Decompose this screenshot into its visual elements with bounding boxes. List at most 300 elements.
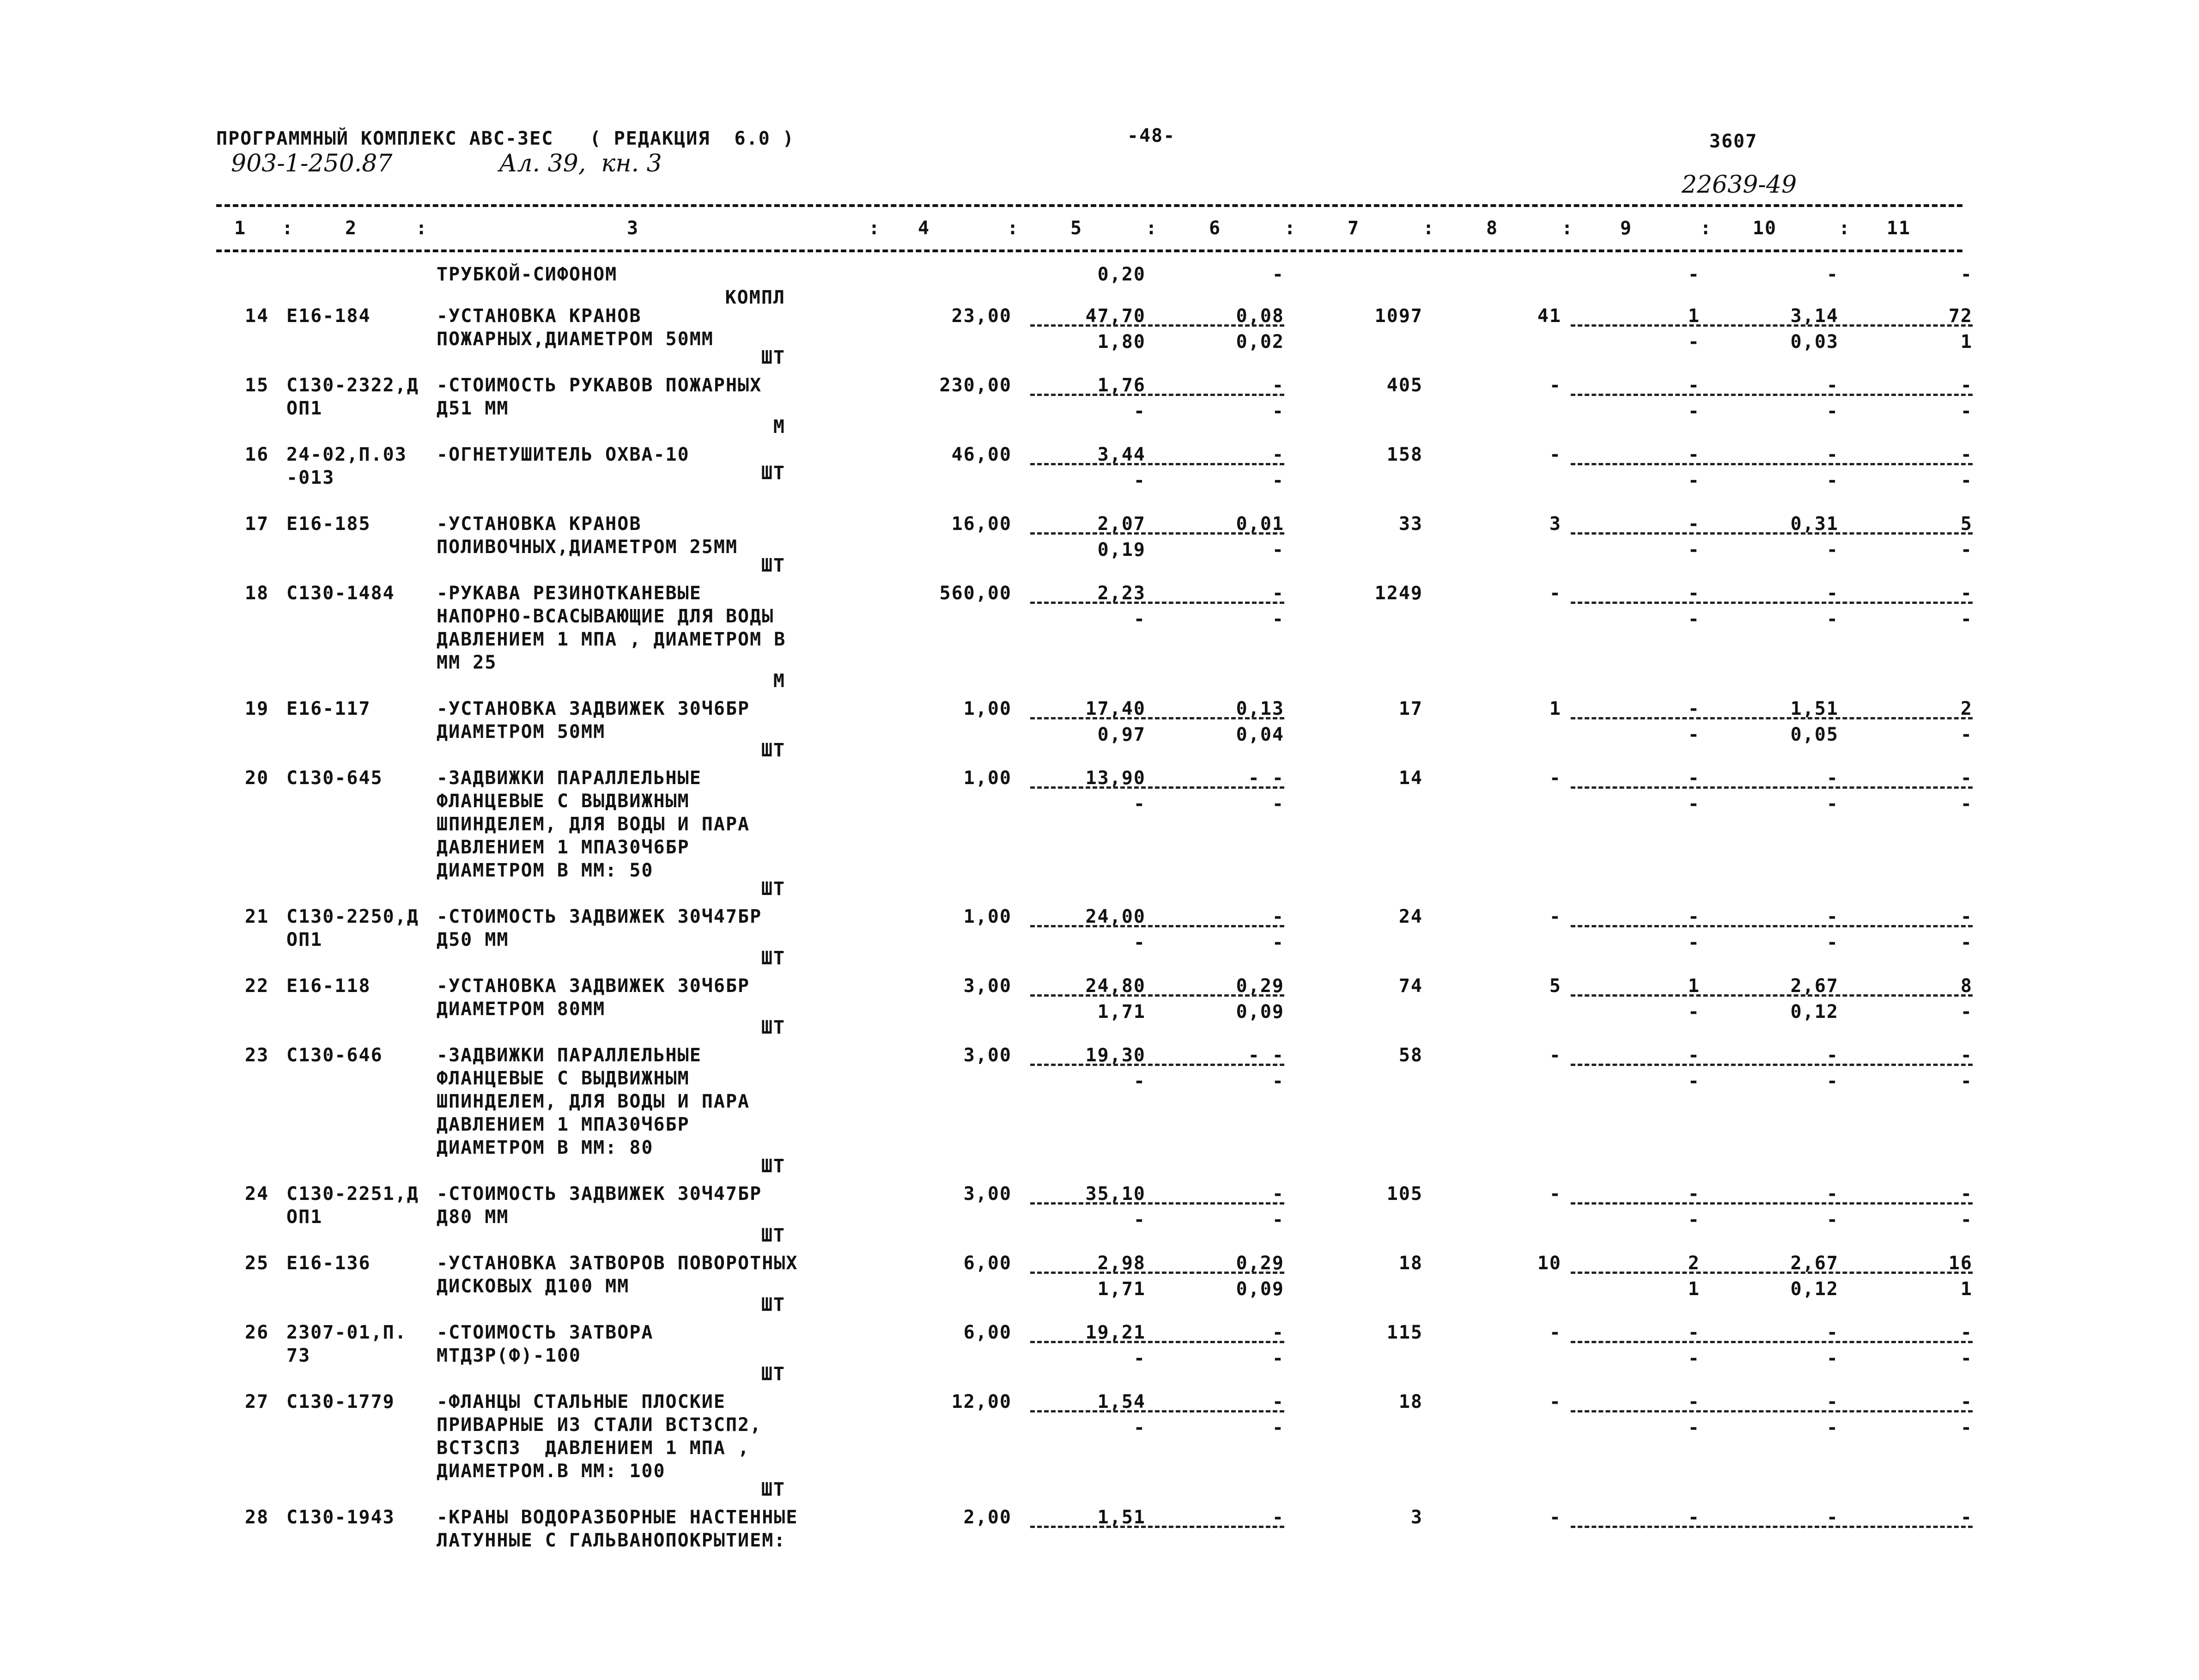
cell-c6: - [1272, 1183, 1284, 1205]
work-description-line: -СТОИМОСТЬ РУКАВОВ ПОЖАРНЫХ [437, 375, 762, 396]
cell-c7: 14 [1398, 767, 1423, 789]
column-separator: : [1423, 218, 1435, 239]
cell-c9: 1 [1688, 975, 1700, 997]
cell-c5-secondary: 1,71 [1097, 1278, 1146, 1300]
page-number: -48- [1127, 125, 1176, 146]
column-separator: : [1839, 218, 1851, 239]
work-description-line: ФЛАНЦЕВЫЕ С ВЫДВИЖНЫМ [437, 791, 690, 812]
column-separator: : [1146, 218, 1158, 239]
handwritten-project-ref: 903-1-250.87 [231, 150, 393, 177]
cell-c9: - [1688, 583, 1700, 604]
program-title: ПРОГРАММНЫЙ КОМПЛЕКС АВС-3ЕС ( РЕДАКЦИЯ 6.0 ) [216, 128, 795, 149]
cell-c5: 1,76 [1097, 375, 1146, 396]
work-description-line: ДАВЛЕНИЕМ 1 МПА , ДИАМЕТРОМ В [437, 629, 786, 650]
cell-c11: - [1960, 583, 1973, 604]
cell-c11-secondary: - [1960, 401, 1973, 422]
cell-c5: 2,98 [1097, 1253, 1146, 1274]
work-description-line: -СТОИМОСТЬ ЗАДВИЖЕК 30Ч47БР [437, 906, 762, 927]
work-description-line: -ЗАДВИЖКИ ПАРАЛЛЕЛЬНЫЕ [437, 1045, 702, 1066]
cell-c10-secondary: 0,05 [1790, 724, 1839, 745]
cell-c11: - [1960, 1183, 1973, 1205]
cell-c6-secondary: - [1272, 932, 1284, 953]
handwritten-inventory-number: 22639-49 [1682, 171, 1797, 199]
cell-c9-secondary: - [1688, 1417, 1700, 1438]
unit-of-measure: М [773, 670, 785, 692]
cell-c5: 19,21 [1085, 1322, 1146, 1343]
subtotal-dash-line [1571, 1064, 1973, 1066]
subtotal-dash-line [1571, 324, 1973, 327]
cell-c11-secondary: - [1960, 609, 1973, 630]
cell-c5-secondary: 0,19 [1097, 539, 1146, 560]
cell-c11: 8 [1960, 975, 1973, 997]
work-description-line: ДИАМЕТРОМ В ММ: 80 [437, 1137, 654, 1158]
cell-c5: 47,70 [1085, 305, 1146, 327]
cell-c5-secondary: 1,71 [1097, 1001, 1146, 1023]
cell-c9: - [1688, 1391, 1700, 1412]
cell-c4: 2,00 [963, 1507, 1012, 1528]
cell-c7: 1249 [1374, 583, 1423, 604]
cell-c7: 33 [1398, 513, 1423, 535]
cell-c8: 10 [1537, 1253, 1561, 1274]
cell-c11-secondary: - [1960, 1417, 1973, 1438]
cell-c4: 1,00 [963, 906, 1012, 927]
cell-c6: 0,29 [1236, 1253, 1284, 1274]
work-description-line: ДИАМЕТРОМ В ММ: 50 [437, 860, 654, 881]
work-description-line: ЛАТУННЫЕ С ГАЛЬВАНОПОКРЫТИЕМ: [437, 1530, 786, 1551]
subtotal-dash-line [1571, 1202, 1973, 1205]
rate-code: С130-1943 [286, 1507, 395, 1528]
row-number: 15 [245, 375, 269, 396]
cell-c9-secondary: - [1688, 539, 1700, 560]
cell-c9-secondary: - [1688, 1348, 1700, 1369]
cell-c4: 1,00 [963, 698, 1012, 719]
cell-c9-secondary: - [1688, 1209, 1700, 1230]
work-description-line: ДИСКОВЫХ Д100 ММ [437, 1276, 630, 1297]
work-description-line: ТРУБКОЙ-СИФОНОМ [437, 264, 618, 285]
document-code: 3607 [1709, 131, 1758, 152]
cell-c4: 46,00 [951, 444, 1012, 465]
work-description-line: -РУКАВА РЕЗИНОТКАНЕВЫЕ [437, 583, 702, 604]
work-description-line: НАПОРНО-ВСАСЫВАЮЩИЕ ДЛЯ ВОДЫ [437, 606, 774, 627]
cell-c11: 5 [1960, 513, 1973, 535]
work-description-line: ШПИНДЕЛЕМ, ДЛЯ ВОДЫ И ПАРА [437, 1091, 750, 1112]
cell-c10-secondary: - [1826, 470, 1839, 491]
cell-c5-secondary: - [1133, 401, 1146, 422]
cell-c6-secondary: 0,09 [1236, 1278, 1284, 1300]
rate-code: С130-645 [286, 767, 383, 789]
cell-c6-secondary: 0,09 [1236, 1001, 1284, 1023]
column-header-11: 11 [1886, 218, 1911, 239]
cell-c10: - [1826, 767, 1839, 789]
rate-code: С130-2250,Д [286, 906, 419, 927]
column-separator: : [1700, 218, 1713, 239]
subtotal-dash-line [1030, 994, 1284, 997]
rate-code: Е16-117 [286, 698, 371, 719]
cell-c9: - [1688, 513, 1700, 535]
cell-c11: - [1960, 906, 1973, 927]
cell-c4: 3,00 [963, 1183, 1012, 1205]
cell-c6: 0,01 [1236, 513, 1284, 535]
cell-c7: 58 [1398, 1045, 1423, 1066]
cell-c11: - [1960, 1045, 1973, 1066]
cell-c6: - [1272, 906, 1284, 927]
subtotal-dash-line [1571, 394, 1973, 396]
unit-of-measure: ШТ [761, 463, 785, 484]
work-description-line: ДИАМЕТРОМ 80ММ [437, 998, 606, 1020]
row-number: 28 [245, 1507, 269, 1528]
row-number: 23 [245, 1045, 269, 1066]
cell-c10-secondary: 0,12 [1790, 1001, 1839, 1023]
cell-c10: - [1826, 1045, 1839, 1066]
cell-c10: - [1826, 1391, 1839, 1412]
subtotal-dash-line [1030, 925, 1284, 927]
work-description-line: ДИАМЕТРОМ 50ММ [437, 721, 606, 743]
cell-c8: - [1549, 375, 1561, 396]
cell-c8: 1 [1549, 698, 1561, 719]
cell-c10-secondary: - [1826, 1417, 1839, 1438]
cell-c4: 230,00 [939, 375, 1012, 396]
row-number: 17 [245, 513, 269, 535]
subtotal-dash-line [1571, 1526, 1973, 1528]
row-number: 20 [245, 767, 269, 789]
cell-c11: 72 [1948, 305, 1973, 327]
cell-c8: - [1549, 583, 1561, 604]
cell-c11: - [1960, 444, 1973, 465]
subtotal-dash-line [1030, 324, 1284, 327]
cell-c6: 0,13 [1236, 698, 1284, 719]
row-number: 26 [245, 1322, 269, 1343]
cell-c5: 35,10 [1085, 1183, 1146, 1205]
cell-c11-secondary: - [1960, 1209, 1973, 1230]
cell-c10: - [1826, 264, 1839, 285]
cell-c10: - [1826, 1507, 1839, 1528]
cell-c4: 12,00 [951, 1391, 1012, 1412]
cell-c8: - [1549, 1183, 1561, 1205]
cell-c10: - [1826, 1322, 1839, 1343]
cell-c6-secondary: - [1272, 1071, 1284, 1092]
subtotal-dash-line [1571, 532, 1973, 535]
cell-c4: 3,00 [963, 975, 1012, 997]
cell-c5-secondary: 1,80 [1097, 331, 1146, 353]
work-description-line: -ФЛАНЦЫ СТАЛЬНЫЕ ПЛОСКИЕ [437, 1391, 726, 1412]
cell-c8: - [1549, 1322, 1561, 1343]
cell-c10: 3,14 [1790, 305, 1839, 327]
cell-c6: - [1272, 375, 1284, 396]
cell-c6: - [1272, 264, 1284, 285]
subtotal-dash-line [1571, 786, 1973, 789]
cell-c10: - [1826, 583, 1839, 604]
cell-c6-secondary: - [1272, 470, 1284, 491]
row-number: 22 [245, 975, 269, 997]
rate-code-continued: 73 [286, 1345, 311, 1366]
cell-c9: - [1688, 264, 1700, 285]
cell-c5: 13,90 [1085, 767, 1146, 789]
row-number: 19 [245, 698, 269, 719]
cell-c7: 3 [1410, 1507, 1423, 1528]
cell-c7: 1097 [1374, 305, 1423, 327]
cell-c5: 17,40 [1085, 698, 1146, 719]
work-description-line: ВСТ3СП3 ДАВЛЕНИЕМ 1 МПА , [437, 1437, 750, 1459]
cell-c9: - [1688, 698, 1700, 719]
cell-c6: 0,08 [1236, 305, 1284, 327]
work-description-line: Д80 ММ [437, 1206, 509, 1228]
cell-c9-secondary: - [1688, 1071, 1700, 1092]
cell-c8: 5 [1549, 975, 1561, 997]
cell-c9: 2 [1688, 1253, 1700, 1274]
handwritten-sheet-ref: Ал. 39, кн. 3 [499, 150, 662, 177]
work-description-line: ПОЖАРНЫХ,ДИАМЕТРОМ 50ММ [437, 329, 714, 350]
unit-of-measure: КОМПЛ [725, 287, 785, 308]
cell-c10-secondary: - [1826, 539, 1839, 560]
cell-c8: - [1549, 1391, 1561, 1412]
cell-c10-secondary: - [1826, 609, 1839, 630]
rate-code: Е16-118 [286, 975, 371, 997]
cell-c11: - [1960, 767, 1973, 789]
rate-code-continued: ОП1 [286, 929, 323, 950]
cell-c10: - [1826, 444, 1839, 465]
column-header-9: 9 [1620, 218, 1633, 239]
cell-c8: - [1549, 444, 1561, 465]
cell-c5-secondary: - [1133, 1417, 1146, 1438]
work-description-line: ФЛАНЦЕВЫЕ С ВЫДВИЖНЫМ [437, 1068, 690, 1089]
cell-c6-secondary: - [1272, 793, 1284, 815]
work-description-line: -УСТАНОВКА КРАНОВ [437, 305, 642, 327]
cell-c10: - [1826, 1183, 1839, 1205]
cell-c4: 23,00 [951, 305, 1012, 327]
column-separator: : [1561, 218, 1574, 239]
cell-c9-secondary: - [1688, 724, 1700, 745]
cell-c5: 2,07 [1097, 513, 1146, 535]
cell-c10: 2,67 [1790, 975, 1839, 997]
work-description-line: -УСТАНОВКА ЗАТВОРОВ ПОВОРОТНЫХ [437, 1253, 798, 1274]
cell-c10-secondary: 0,03 [1790, 331, 1839, 353]
rate-code: Е16-185 [286, 513, 371, 535]
unit-of-measure: ШТ [761, 878, 785, 900]
cell-c4: 1,00 [963, 767, 1012, 789]
cell-c5-secondary: - [1133, 470, 1146, 491]
work-description-line: -УСТАНОВКА ЗАДВИЖЕК 30Ч6БР [437, 975, 750, 997]
rate-code-continued: ОП1 [286, 1206, 323, 1228]
rate-code: Е16-136 [286, 1253, 371, 1274]
cell-c5-secondary: - [1133, 1071, 1146, 1092]
subtotal-dash-line [1571, 1341, 1973, 1343]
cell-c10: 0,31 [1790, 513, 1839, 535]
cell-c8: - [1549, 767, 1561, 789]
cell-c8: 3 [1549, 513, 1561, 535]
unit-of-measure: ШТ [761, 347, 785, 368]
unit-of-measure: ШТ [761, 1363, 785, 1385]
cell-c10-secondary: - [1826, 793, 1839, 815]
cell-c11: - [1960, 1507, 1973, 1528]
row-number: 21 [245, 906, 269, 927]
work-description-line: ШПИНДЕЛЕМ, ДЛЯ ВОДЫ И ПАРА [437, 814, 750, 835]
cell-c7: 18 [1398, 1391, 1423, 1412]
cell-c6: - [1272, 1322, 1284, 1343]
cell-c8: - [1549, 1507, 1561, 1528]
cell-c7: 405 [1386, 375, 1423, 396]
cell-c9: - [1688, 1045, 1700, 1066]
cell-c8: 41 [1537, 305, 1561, 327]
unit-of-measure: ШТ [761, 1294, 785, 1315]
column-header-1: 1 [234, 218, 247, 239]
work-description-line: -КРАНЫ ВОДОРАЗБОРНЫЕ НАСТЕННЫЕ [437, 1507, 798, 1528]
cell-c5: 0,20 [1097, 264, 1146, 285]
cell-c11-secondary: - [1960, 793, 1973, 815]
cell-c11: - [1960, 375, 1973, 396]
work-description-line: -СТОИМОСТЬ ЗАТВОРА [437, 1322, 654, 1343]
cell-c7: 74 [1398, 975, 1423, 997]
subtotal-dash-line [1571, 602, 1973, 604]
subtotal-dash-line [1571, 1410, 1973, 1412]
cell-c9: - [1688, 1507, 1700, 1528]
unit-of-measure: ШТ [761, 1479, 785, 1500]
column-header-6: 6 [1209, 218, 1221, 239]
cell-c11: - [1960, 1322, 1973, 1343]
cell-c6-secondary: - [1272, 1417, 1284, 1438]
cell-c6-secondary: - [1272, 401, 1284, 422]
cell-c9: - [1688, 1322, 1700, 1343]
cell-c9: - [1688, 1183, 1700, 1205]
cell-c5: 24,00 [1085, 906, 1146, 927]
cell-c6: - [1272, 444, 1284, 465]
subtotal-dash-line [1030, 602, 1284, 604]
cell-c11-secondary: 1 [1960, 331, 1973, 353]
cell-c7: 18 [1398, 1253, 1423, 1274]
rate-code: С130-646 [286, 1045, 383, 1066]
cell-c4: 6,00 [963, 1253, 1012, 1274]
subtotal-dash-line [1030, 717, 1284, 719]
rate-code: 24-02,П.03 [286, 444, 407, 465]
rate-code: Е16-184 [286, 305, 371, 327]
cell-c9-secondary: - [1688, 1001, 1700, 1023]
work-description-line: ДАВЛЕНИЕМ 1 МПА30Ч6БР [437, 837, 690, 858]
work-description-line: -ОГНЕТУШИТЕЛЬ ОХВА-10 [437, 444, 690, 465]
column-header-2: 2 [345, 218, 358, 239]
cell-c5-secondary: 0,97 [1097, 724, 1146, 745]
cell-c7: 17 [1398, 698, 1423, 719]
work-description-line: МТДЗР(Ф)-100 [437, 1345, 581, 1366]
cell-c9-secondary: - [1688, 793, 1700, 815]
unit-of-measure: ШТ [761, 555, 785, 576]
cell-c10-secondary: - [1826, 1348, 1839, 1369]
cell-c11-secondary: - [1960, 539, 1973, 560]
cell-c11-secondary: - [1960, 1348, 1973, 1369]
cell-c6-secondary: 0,02 [1236, 331, 1284, 353]
cell-c4: 3,00 [963, 1045, 1012, 1066]
cell-c11-secondary: - [1960, 1001, 1973, 1023]
cell-c9: - [1688, 906, 1700, 927]
cell-c9: 1 [1688, 305, 1700, 327]
work-description-line: ДИАМЕТРОМ.В ММ: 100 [437, 1461, 666, 1482]
rate-code: 2307-01,П. [286, 1322, 407, 1343]
cell-c11: - [1960, 1391, 1973, 1412]
unit-of-measure: М [773, 416, 785, 438]
work-description-line: -УСТАНОВКА ЗАДВИЖЕК 30Ч6БР [437, 698, 750, 719]
row-number: 25 [245, 1253, 269, 1274]
cell-c6: - - [1248, 767, 1284, 789]
row-number: 16 [245, 444, 269, 465]
work-description-line: ДАВЛЕНИЕМ 1 МПА30Ч6БР [437, 1114, 690, 1135]
cell-c5: 1,51 [1097, 1507, 1146, 1528]
column-header-3: 3 [626, 218, 639, 239]
cell-c10: - [1826, 906, 1839, 927]
cell-c5: 24,80 [1085, 975, 1146, 997]
subtotal-dash-line [1030, 1202, 1284, 1205]
cell-c11: - [1960, 264, 1973, 285]
cell-c6: 0,29 [1236, 975, 1284, 997]
cell-c10: 1,51 [1790, 698, 1839, 719]
cell-c9-secondary: - [1688, 401, 1700, 422]
row-number: 18 [245, 583, 269, 604]
work-description-line: -ЗАДВИЖКИ ПАРАЛЛЕЛЬНЫЕ [437, 767, 702, 789]
cell-c9-secondary: - [1688, 331, 1700, 353]
cell-c10-secondary: - [1826, 401, 1839, 422]
row-number: 14 [245, 305, 269, 327]
cell-c5-secondary: - [1133, 609, 1146, 630]
subtotal-dash-line [1030, 1272, 1284, 1274]
subtotal-dash-line [1571, 717, 1973, 719]
cell-c11-secondary: - [1960, 470, 1973, 491]
cell-c10-secondary: - [1826, 932, 1839, 953]
cell-c10: - [1826, 375, 1839, 396]
cell-c6-secondary: - [1272, 609, 1284, 630]
work-description-line: ПОЛИВОЧНЫХ,ДИАМЕТРОМ 25ММ [437, 536, 738, 558]
cell-c9-secondary: - [1688, 470, 1700, 491]
cell-c9: - [1688, 444, 1700, 465]
work-description-line: -СТОИМОСТЬ ЗАДВИЖЕК 30Ч47БР [437, 1183, 762, 1205]
subtotal-dash-line [1571, 925, 1973, 927]
cell-c9-secondary: - [1688, 932, 1700, 953]
work-description-line: Д50 ММ [437, 929, 509, 950]
work-description-line: ПРИВАРНЫЕ ИЗ СТАЛИ ВСТ3СП2, [437, 1414, 762, 1436]
cell-c6: - - [1248, 1045, 1284, 1066]
cell-c6-secondary: - [1272, 539, 1284, 560]
column-separator: : [282, 218, 294, 239]
row-number: 24 [245, 1183, 269, 1205]
work-description-line: -УСТАНОВКА КРАНОВ [437, 513, 642, 535]
subtotal-dash-line [1030, 394, 1284, 396]
cell-c7: 24 [1398, 906, 1423, 927]
unit-of-measure: ШТ [761, 1225, 785, 1246]
cell-c6: - [1272, 1507, 1284, 1528]
cell-c9-secondary: 1 [1688, 1278, 1700, 1300]
column-separator: : [1284, 218, 1297, 239]
cell-c7: 105 [1386, 1183, 1423, 1205]
rate-code-continued: -013 [286, 467, 335, 488]
column-separator: : [1007, 218, 1020, 239]
column-header-10: 10 [1752, 218, 1777, 239]
rate-code: С130-1779 [286, 1391, 395, 1412]
cell-c11-secondary: - [1960, 724, 1973, 745]
cell-c8: - [1549, 906, 1561, 927]
cell-c11-secondary: - [1960, 1071, 1973, 1092]
cell-c6-secondary: 0,04 [1236, 724, 1284, 745]
column-separator: : [869, 218, 881, 239]
cell-c5: 19,30 [1085, 1045, 1146, 1066]
cell-c10-secondary: - [1826, 1071, 1839, 1092]
unit-of-measure: ШТ [761, 1156, 785, 1177]
rate-code: С130-1484 [286, 583, 395, 604]
cell-c4: 560,00 [939, 583, 1012, 604]
rate-code-continued: ОП1 [286, 398, 323, 419]
subtotal-dash-line [1030, 786, 1284, 789]
cell-c5: 1,54 [1097, 1391, 1146, 1412]
cell-c5: 2,23 [1097, 583, 1146, 604]
subtotal-dash-line [1030, 1410, 1284, 1412]
rate-code: С130-2251,Д [286, 1183, 419, 1205]
cell-c9: - [1688, 375, 1700, 396]
cell-c11-secondary: - [1960, 932, 1973, 953]
